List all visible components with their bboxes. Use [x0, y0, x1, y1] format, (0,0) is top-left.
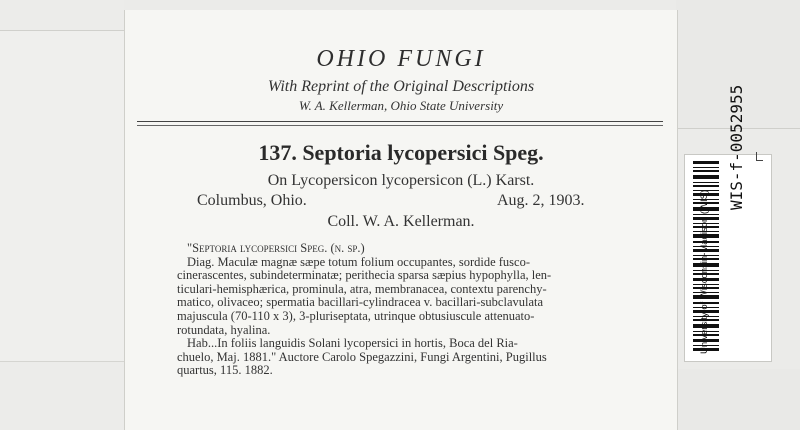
description-line: chuelo, Maj. 1881." Auctore Carolo Spegazzini, Fungi Argentini, Pugillus	[177, 349, 547, 364]
collection-date: Aug. 2, 1903.	[497, 192, 585, 209]
collector: Coll. W. A. Kellerman.	[327, 213, 475, 230]
locality: Columbus, Ohio.	[197, 192, 307, 209]
barcode-number: WIS-f-0052955	[727, 84, 746, 210]
herbarium-label	[124, 10, 678, 430]
barcode-institution: University of Wisconsin-Madison (WIS)	[699, 189, 710, 354]
description-line: matico, olivaceo; spermatia bacillari-cylindracea v. bacillari-subclavulata	[177, 295, 544, 310]
background-left-fold	[0, 30, 124, 362]
description-line: quartus, 115. 1882.	[177, 363, 273, 378]
description-line: ticulari-hemisphærica, prominula, atra, membranacea, contextu parenchy-	[177, 281, 547, 296]
description-line: Diag. Maculæ magnæ sæpe totum folium occupantes, sordide fusco-	[187, 254, 530, 269]
divider-rule-bottom	[137, 125, 663, 126]
host-plant: On Lycopersicon lycopersicon (L.) Karst.	[267, 172, 535, 189]
series-subtitle: With Reprint of the Original Descriptions	[267, 78, 535, 95]
description-line: majuscula (70-110 x 3), 3-pluriseptata, utrinque obtusiuscule attenuato-	[177, 308, 535, 323]
series-author: W. A. Kellerman, Ohio State University	[298, 98, 504, 113]
description-line: rotundata, hyalina.	[177, 322, 271, 337]
series-title: OHIO FUNGI	[316, 46, 486, 72]
species-name: 137. Septoria lycopersici Speg.	[258, 140, 544, 165]
description-line: cinerascentes, subindeterminatæ; perithecia sparsa sæpius hypophylla, len-	[177, 268, 552, 283]
corner-mark	[756, 152, 763, 161]
original-description	[177, 242, 657, 378]
divider-rule-top	[137, 121, 663, 122]
description-line: Hab...In foliis languidis Solani lycopersici in hortis, Boca del Ria-	[187, 336, 518, 351]
description-heading: "Septoria lycopersici Speg. (n. sp.)	[187, 241, 365, 255]
